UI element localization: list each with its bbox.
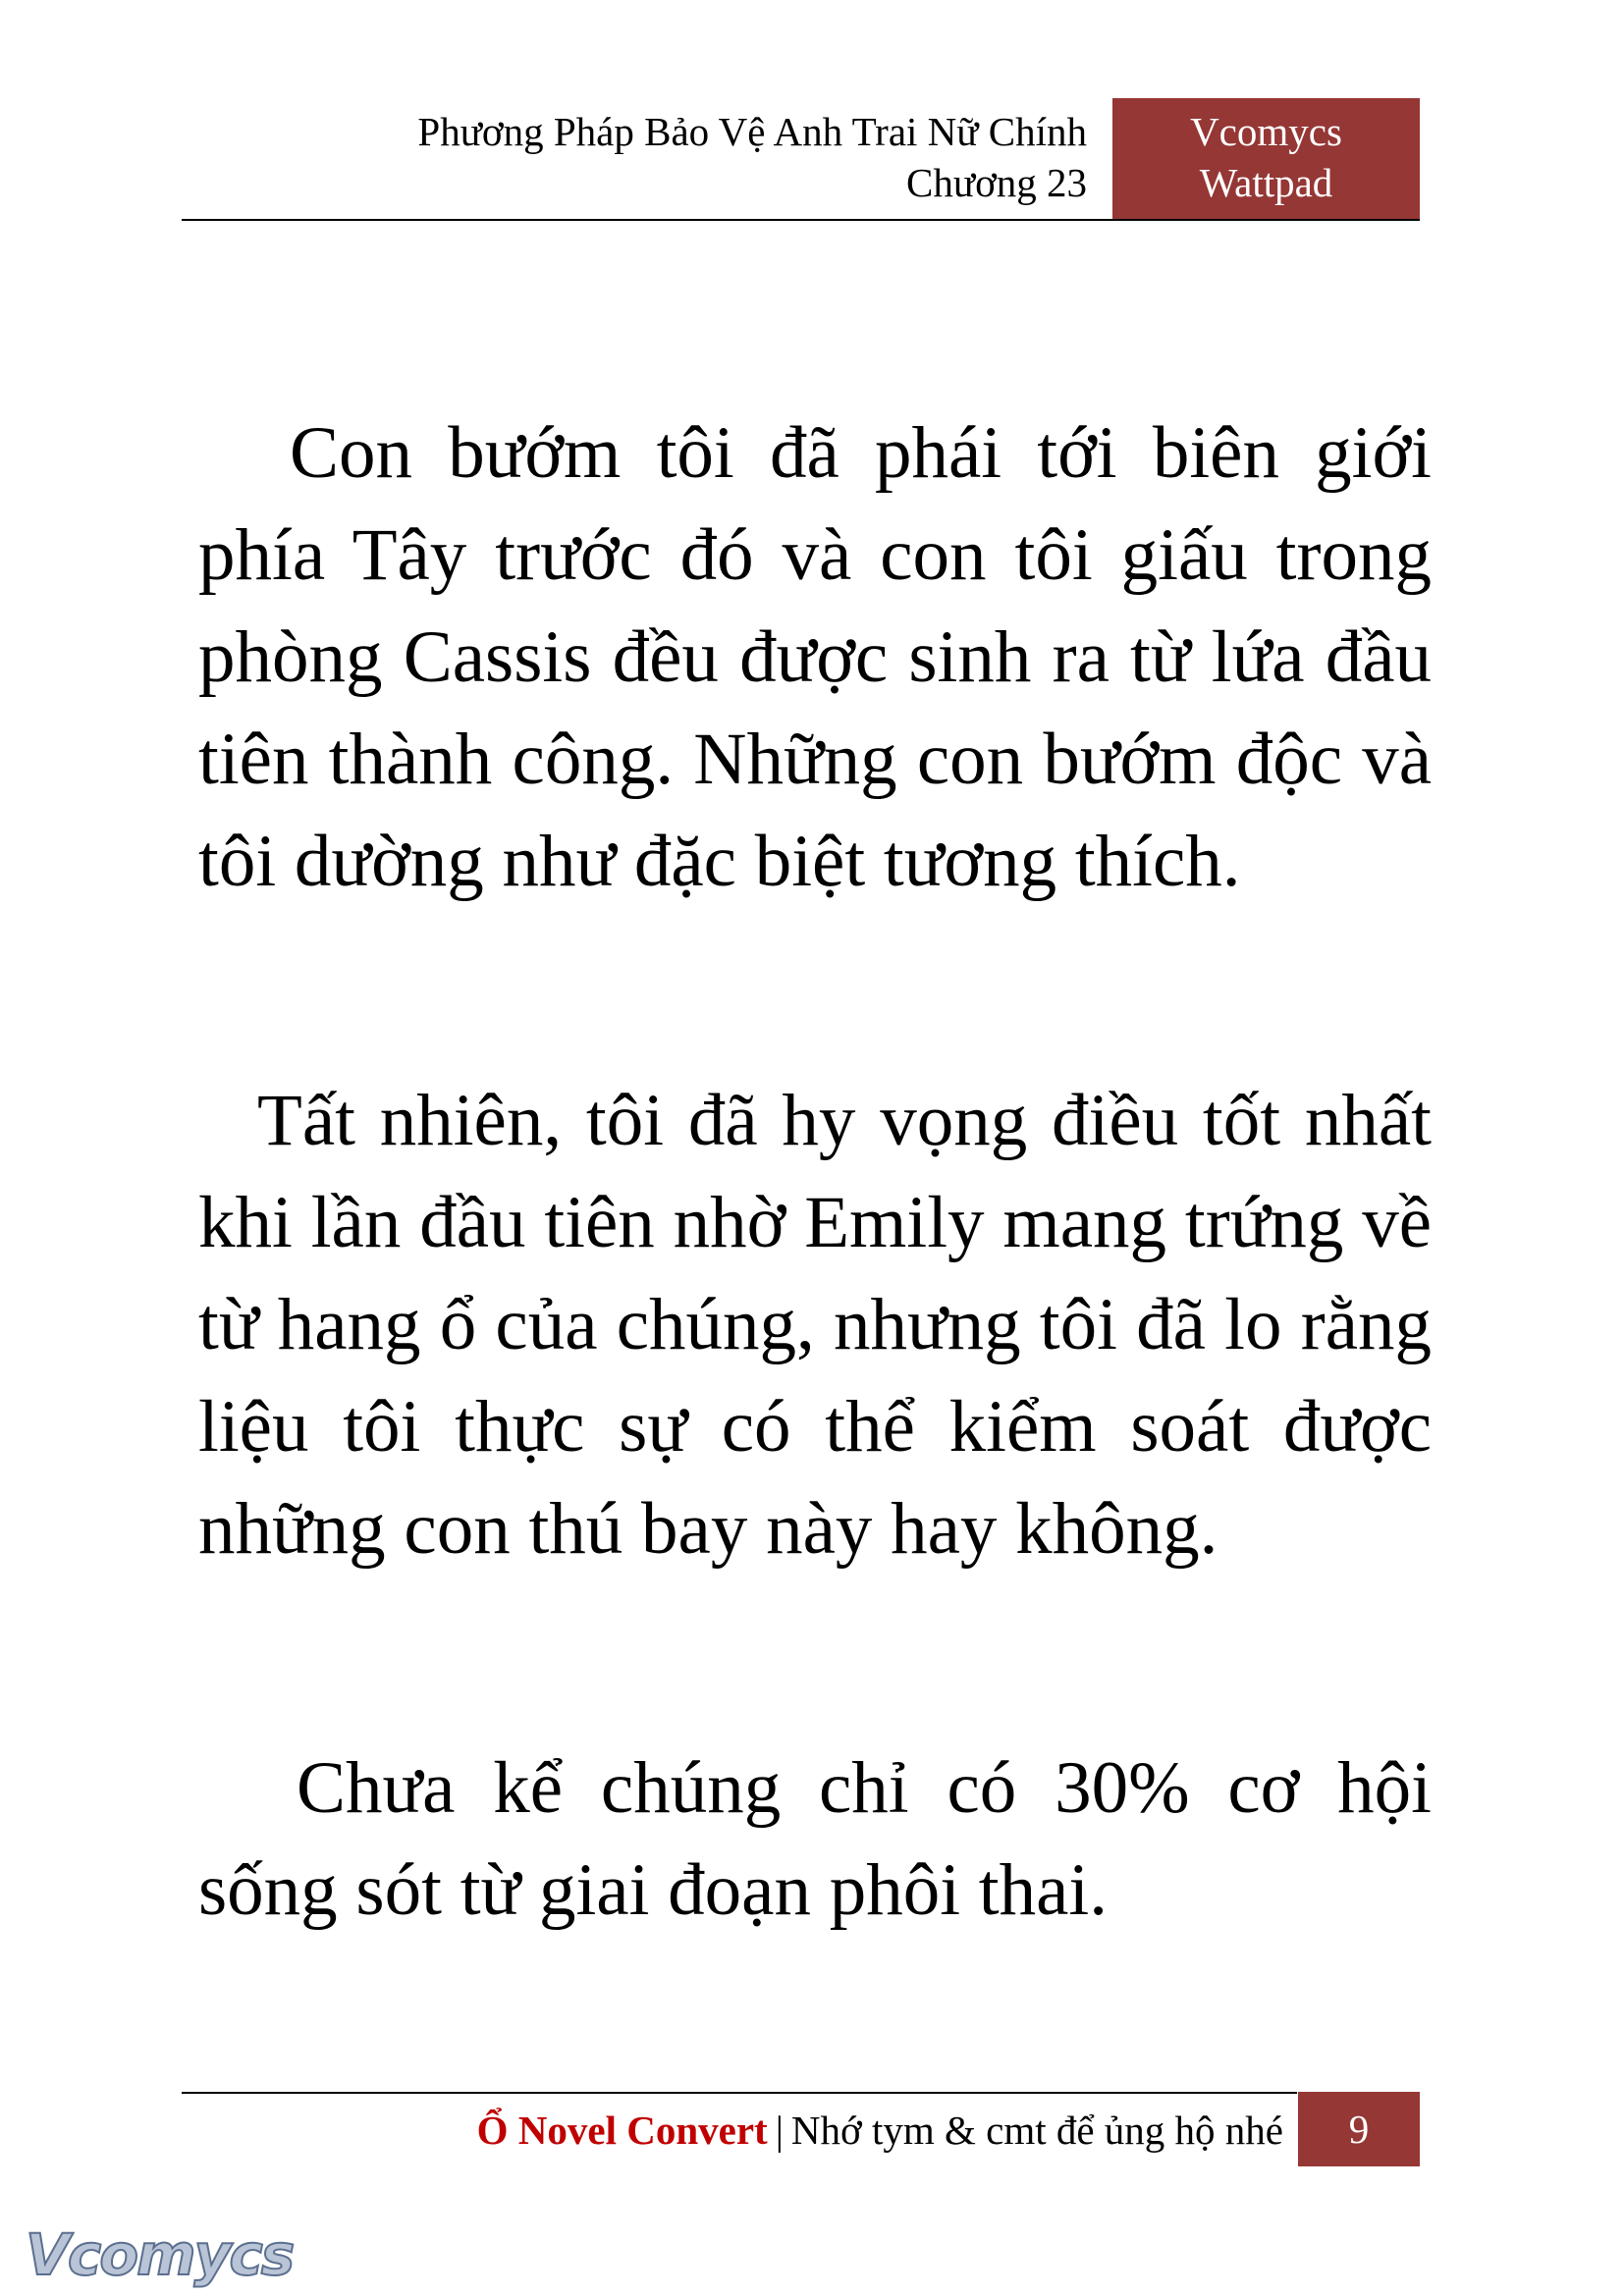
source-badge-line1: Vcomycs xyxy=(1190,109,1342,154)
vcomycs-logo-text: Vcomycs xyxy=(26,2221,294,2288)
page-number: 9 xyxy=(1298,2092,1420,2166)
page-footer xyxy=(182,2094,1297,2166)
footer-brand: Ổ Novel Convert xyxy=(476,2108,768,2153)
footer-note: Nhớ tym & cmt để ủng hộ nhé xyxy=(790,2108,1283,2153)
page-content xyxy=(198,402,1432,1942)
paragraph: Tất nhiên, tôi đã hy vọng điều tốt nhất khi lần đầu tiên nhờ Emily mang trứng về từ hang ổ của chúng, nhưng tôi đã lo rằng liệu tôi thực sự có thể kiểm soát được những con thú bay này hay không. xyxy=(198,1080,1432,1570)
header-titles xyxy=(182,98,1100,220)
paragraph: Chưa kể chúng chỉ có 30% cơ hội sống sót từ giai đoạn phôi thai. xyxy=(198,1747,1432,1931)
chapter-label: Chương 23 xyxy=(906,160,1087,205)
paragraph: Con bướm tôi đã phái tới biên giới phía Tây trước đó và con tôi giấu trong phòng Cassis đều được sinh ra từ lứa đầu tiên thành công. Những con bướm độc và tôi dường như đặc biệt tương thích. xyxy=(198,412,1432,902)
page-header xyxy=(182,98,1420,220)
header-divider xyxy=(182,219,1420,221)
footer-separator: | xyxy=(775,2108,784,2153)
source-badge-line2: Wattpad xyxy=(1199,160,1333,205)
source-badge xyxy=(1112,98,1420,220)
vcomycs-logo xyxy=(26,2220,294,2289)
book-title: Phương Pháp Bảo Vệ Anh Trai Nữ Chính xyxy=(417,109,1087,154)
